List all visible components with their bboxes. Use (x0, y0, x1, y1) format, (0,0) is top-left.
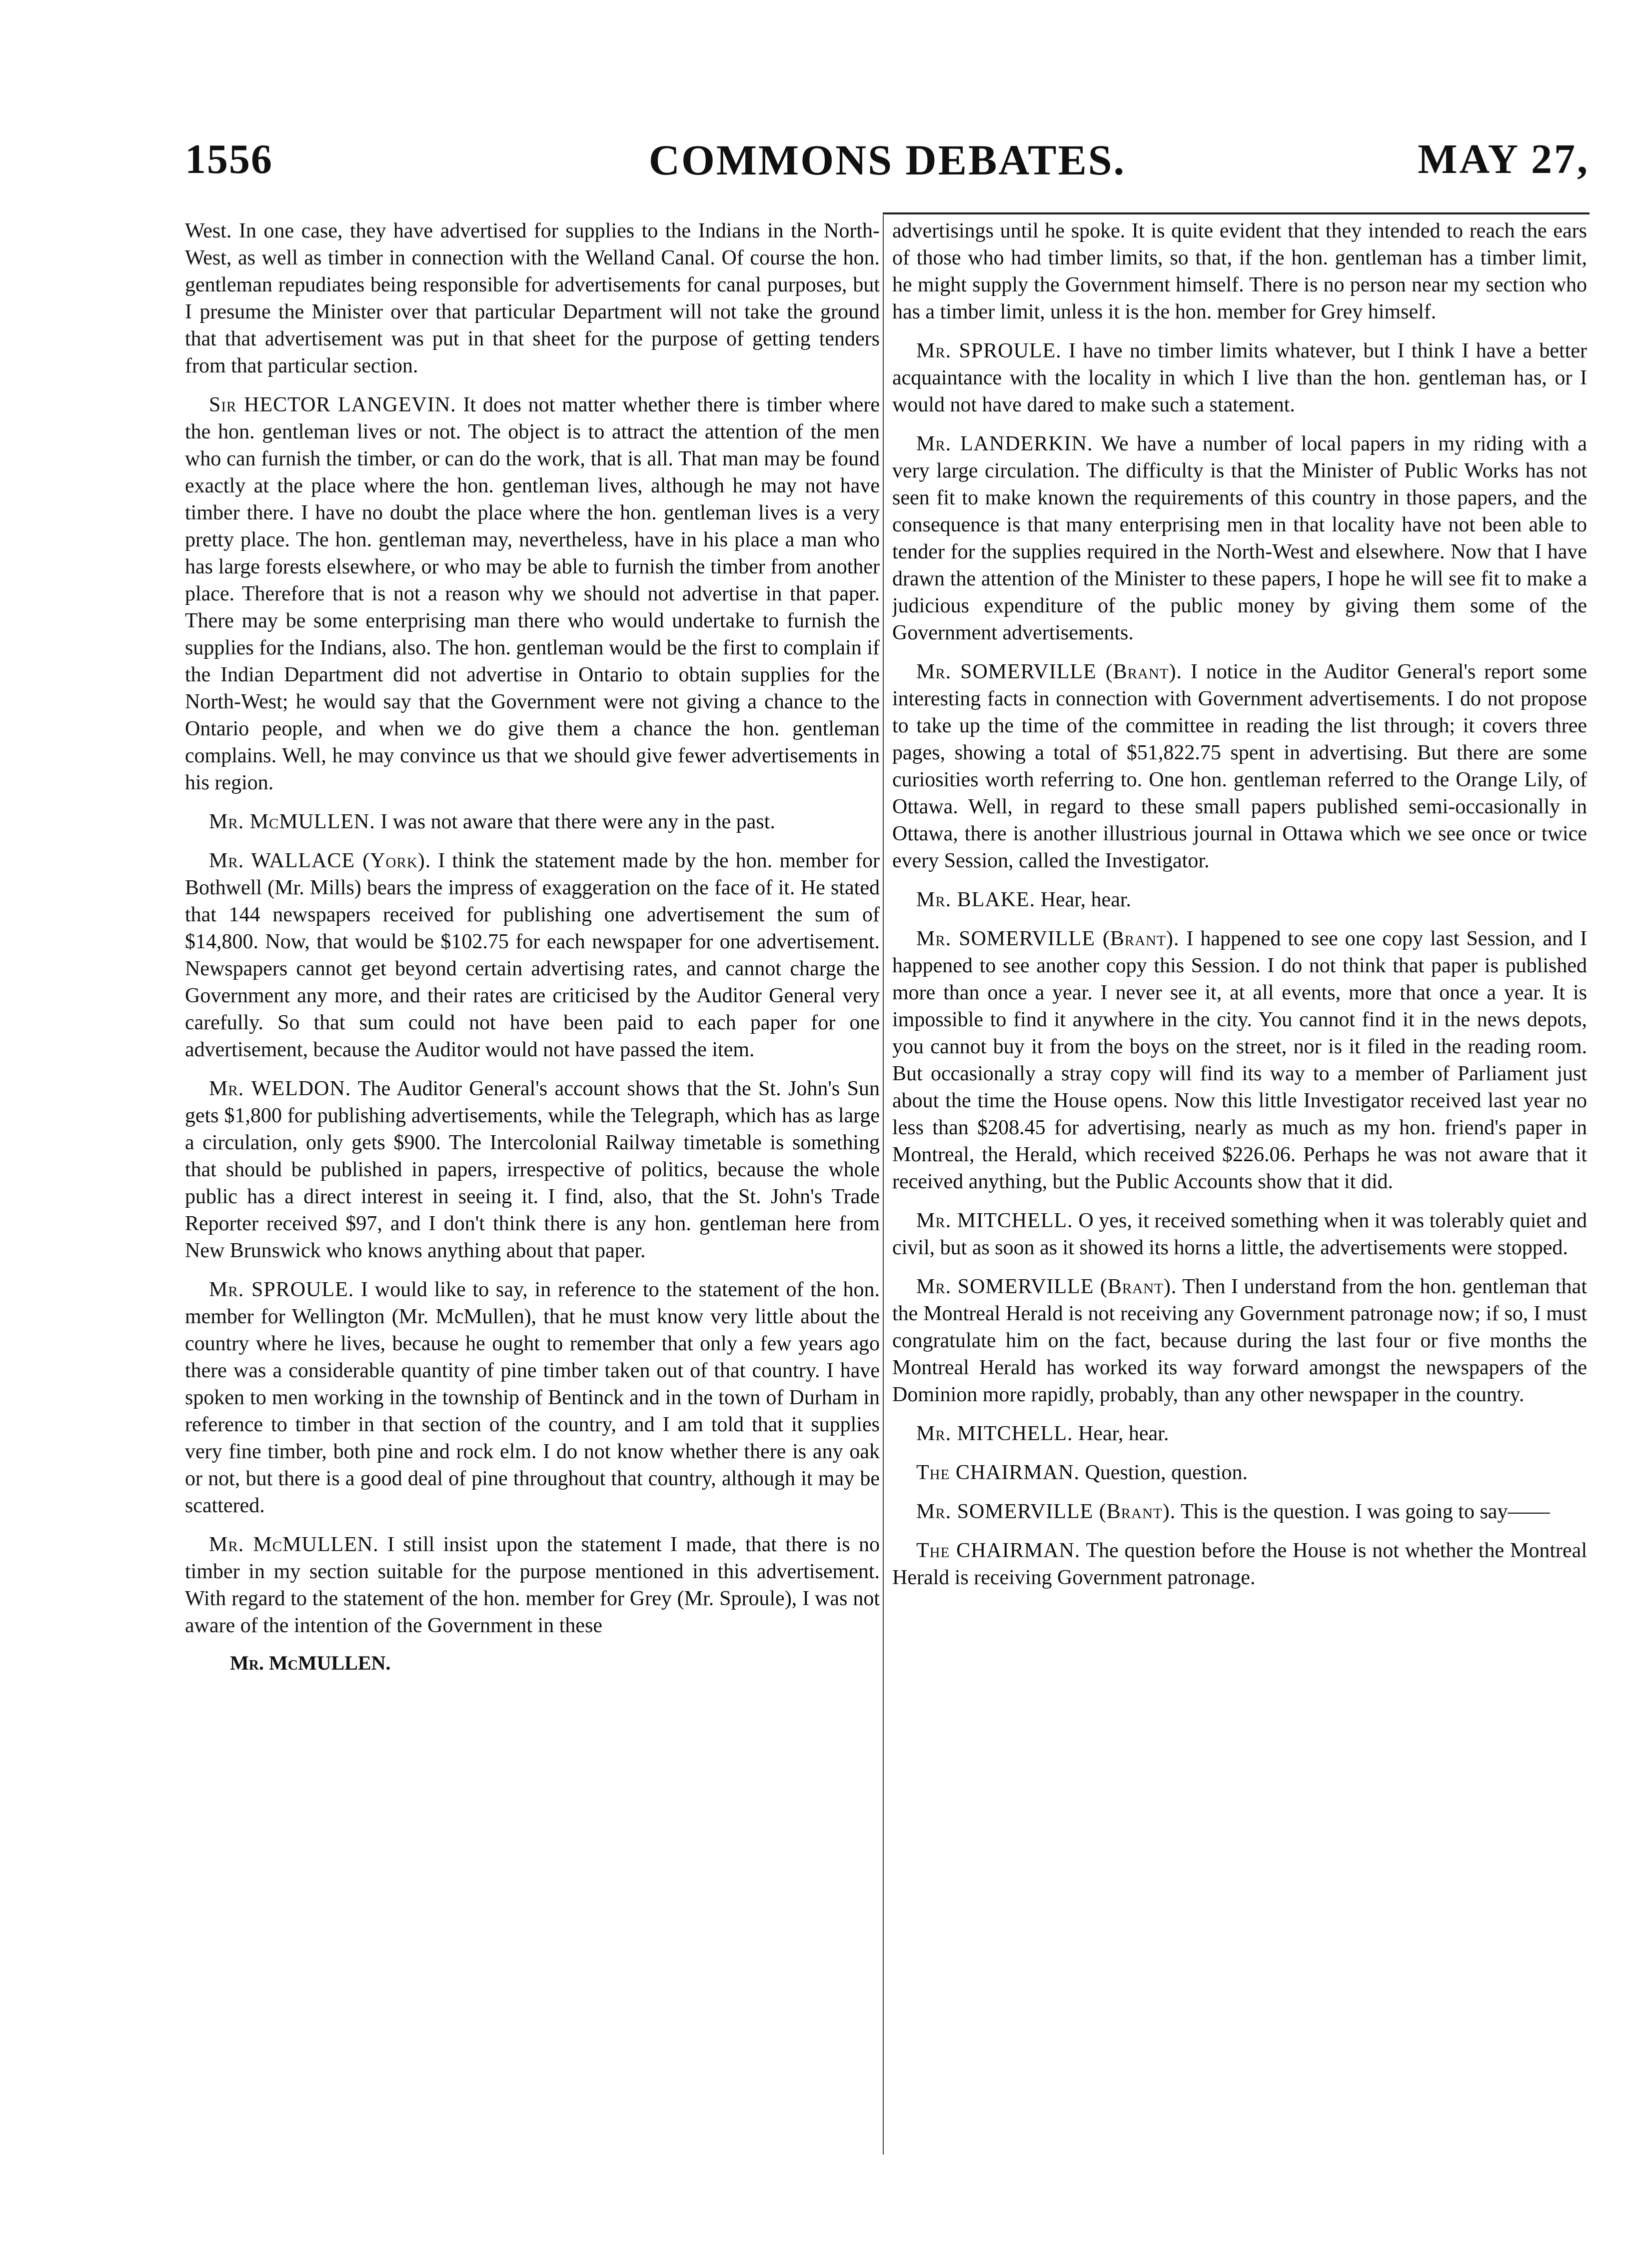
speech-text: I think the statement made by the hon. member for Bothwell (Mr. Mills) bears the impress of exaggeration on the face of it. He stated that 144 newspapers received for publishing one advertisement the sum of $14,800. Now, that would be $102.75 for each newspaper for one advertisement. Newspapers cannot get beyond certain advertising rates, and cannot charge the Government any more, and their rates are criticised by the Auditor General very carefully. So that sum could not have been paid to each paper for one advertisement, because the Auditor would not have passed the item. (185, 849, 880, 1061)
speaker-name: Mr. SOMERVILLE (Brant). (916, 660, 1183, 683)
speech-text: The question before the House is not whether the Montreal Herald is receiving Government patronage. (892, 1539, 1587, 1589)
speech-text: I would like to say, in reference to the statement of the hon. member for Wellington (Mr. McMullen), that he must know very little about the country where he lives, because he ought to remember that only a few years ago there was a considerable quantity of pine timber taken out of that country. I have spoken to men working in the township of Bentinck and in the town of Durham in reference to timber in that section of the country, and I am told that it supplies very fine timber, both pine and rock elm. I do not know whether there is any oak or not, but there is a good deal of pine throughout that country, although it may be scattered. (185, 1278, 880, 1517)
speech-paragraph (892, 886, 1587, 913)
speaker-name: Mr. MITCHELL. (916, 1422, 1073, 1445)
speech-paragraph (892, 1207, 1587, 1261)
speaker-name: The CHAIRMAN. (916, 1539, 1081, 1562)
speaker-name: Mr. WELDON. (209, 1077, 351, 1100)
speech-paragraph (892, 337, 1587, 418)
speaker-name: Mr. McMULLEN. (209, 1533, 379, 1556)
speech-paragraph (185, 1531, 880, 1639)
speech-paragraph (185, 391, 880, 796)
page-date: MAY 27, (1418, 136, 1590, 182)
header-rule (883, 212, 1590, 214)
speaker-name: Mr. WALLACE (York). (209, 849, 431, 872)
right-column (892, 217, 1587, 2167)
speech-paragraph (892, 1537, 1587, 1591)
speech-text: advertisings until he spoke. It is quite evident that they intended to reach the ears of those who had timber limits, so that, if the hon. gentleman has a timber limit, he might supply the Government himself. There is no person near my section who has a timber limit, unless it is the hon. member for Grey himself. (892, 219, 1587, 323)
page-number: 1556 (185, 136, 273, 182)
column-divider (883, 215, 884, 2155)
speech-text: West. In one case, they have advertised for supplies to the Indians in the North-West, as well as timber in connection with the Welland Canal. Of course the hon. gentleman repudiates being responsible for advertisements for canal purposes, but I presume the Minister over that particular Department will not take the ground that that advertisement was put in that sheet for the purpose of getting tenders from that particular section. (185, 219, 880, 377)
speech-paragraph (892, 1420, 1587, 1447)
speech-text: Then I understand from the hon. gentleman that the Montreal Herald is not receiving any Government patronage now; if so, I must congratulate him on the fact, because during the last four or five months the Montreal Herald has worked its way forward amongst the newspapers of the Dominion more rapidly, probably, than any other newspaper in the country. (892, 1275, 1587, 1406)
speech-text: Hear, hear. (1078, 1422, 1169, 1445)
speaker-name: Mr. MITCHELL. (916, 1209, 1073, 1232)
speech-text: We have a number of local papers in my riding with a very large circulation. The difficulty is that the Minister of Public Works has not seen fit to make known the requirements of this country in those papers, and the consequence is that many enterprising men in that locality have not been able to tender for the supplies required in the North-West and elsewhere. Now that I have drawn the attention of the Minister to these papers, I hope he will see fit to make a judicious expenditure of the public money by giving them some of the Government advertisements. (892, 432, 1587, 644)
speech-paragraph (185, 847, 880, 1063)
speech-text: The Auditor General's account shows that the St. John's Sun gets $1,800 for publishing advertisements, while the Telegraph, which has as large a circulation, only gets $900. The Intercolonial Railway timetable is something that should be published in papers, irrespective of politics, because the whole public has a direct interest in seeing it. I find, also, that the St. John's Trade Reporter received $97, and I don't think there is any hon. gentleman here from New Brunswick who knows anything about that paper. (185, 1077, 880, 1262)
left-column (185, 217, 880, 2167)
speech-paragraph (185, 808, 880, 835)
speech-text: I still insist upon the statement I made, that there is no timber in my section suitable for the purpose mentioned in this advertisement. With regard to the statement of the hon. member for Grey (Mr. Sproule), I was not aware of the intention of the Government in these (185, 1533, 880, 1637)
speech-text: I was not aware that there were any in the past. (380, 810, 775, 833)
speaker-name: Mr. SOMERVILLE (Brant). (916, 927, 1180, 950)
speech-paragraph (892, 1273, 1587, 1408)
speech-paragraph (892, 430, 1587, 646)
speech-text: I notice in the Auditor General's report some interesting facts in connection with Government advertisements. I do not propose to take up the time of the committee in reading the list through; it covers three pages, showing a total of $51,822.75 spent in advertising. But there are some curiosities worth referring to. One hon. gentleman referred to the Orange Lily, of Ottawa. Well, in regard to these small papers published semi-occasionally in Ottawa, there is another illustrious journal in Ottawa which we see once or twice every Session, called the Investigator. (892, 660, 1587, 872)
speech-text: This is the question. I was going to say—— (1181, 1500, 1550, 1523)
speech-paragraph (185, 217, 880, 379)
page-header (185, 125, 1590, 200)
speaker-name: Mr. SPROULE. (916, 339, 1062, 362)
speech-text: Hear, hear. (1040, 888, 1132, 911)
speech-paragraph (892, 1498, 1587, 1525)
speech-text: Question, question. (1085, 1461, 1248, 1484)
speech-paragraph (892, 658, 1587, 874)
catchword: Mr. McMULLEN. (230, 1652, 391, 1674)
speech-text: O yes, it received something when it was tolerably quiet and civil, but as soon as it showed its horns a little, the advertisements were stopped. (892, 1209, 1587, 1259)
speech-paragraph (185, 1075, 880, 1264)
speech-text: I have no timber limits whatever, but I think I have a better acquaintance with the locality in which I live than the hon. gentleman has, or I would not have dared to make such a statement. (892, 339, 1587, 416)
speaker-name: Mr. LANDERKIN. (916, 432, 1093, 455)
speaker-name: Mr. BLAKE. (916, 888, 1036, 911)
speech-paragraph (892, 217, 1587, 325)
speaker-name: Mr. McMULLEN. (209, 810, 375, 833)
speech-text: It does not matter whether there is timber where the hon. gentleman lives or not. The object is to attract the attention of the men who can furnish the timber, or can do the work, that is all. That man may be found exactly at the place where the hon. gentleman lives, although he may not have timber there. I have no doubt the place where the hon. gentleman lives is a very pretty place. The hon. gentleman may, nevertheless, have in his place a man who has large forests elsewhere, or who may be able to furnish the timber from another place. Therefore that is not a reason why we should not advertise in that paper. There may be some enterprising man there who would undertake to furnish the supplies for the Indians, also. The hon. gentleman would be the first to complain if the Indian Department did not advertise in Ontario to obtain supplies for the North-West; he would say that the Government were not giving a chance to the Ontario people, and when we do give them a chance the hon. gentleman complains. Well, he may convince us that we should give fewer advertisements in his region. (185, 393, 880, 794)
speech-paragraph (892, 925, 1587, 1195)
page-title: COMMONS DEBATES. (648, 136, 1126, 184)
speaker-name: The CHAIRMAN. (916, 1461, 1080, 1484)
speech-paragraph (185, 1276, 880, 1519)
speaker-name: Mr. SOMERVILLE (Brant). (916, 1500, 1176, 1523)
speaker-name: Sir HECTOR LANGEVIN. (209, 393, 456, 416)
speaker-name: Mr. SOMERVILLE (Brant). (916, 1275, 1177, 1298)
speaker-name: Mr. SPROULE. (209, 1278, 354, 1301)
speech-text: I happened to see one copy last Session, and I happened to see another copy this Session. I do not think that paper is published more than once a year. I never see it, at all events, more that once a year. It is impossible to find it anywhere in the city. You cannot find it in the news depots, you cannot buy it from the boys on the street, nor is it filed in the reading room. But occasionally a stray copy will find its way to a member of Parliament just about the time the House opens. Now this little Investigator received last year no less than $208.45 for advertising, nearly as much as my hon. friend's paper in Montreal, the Herald, which received $226.06. Perhaps he was not aware that it received anything, but the Public Accounts show that it did. (892, 927, 1587, 1193)
speech-paragraph (892, 1459, 1587, 1486)
